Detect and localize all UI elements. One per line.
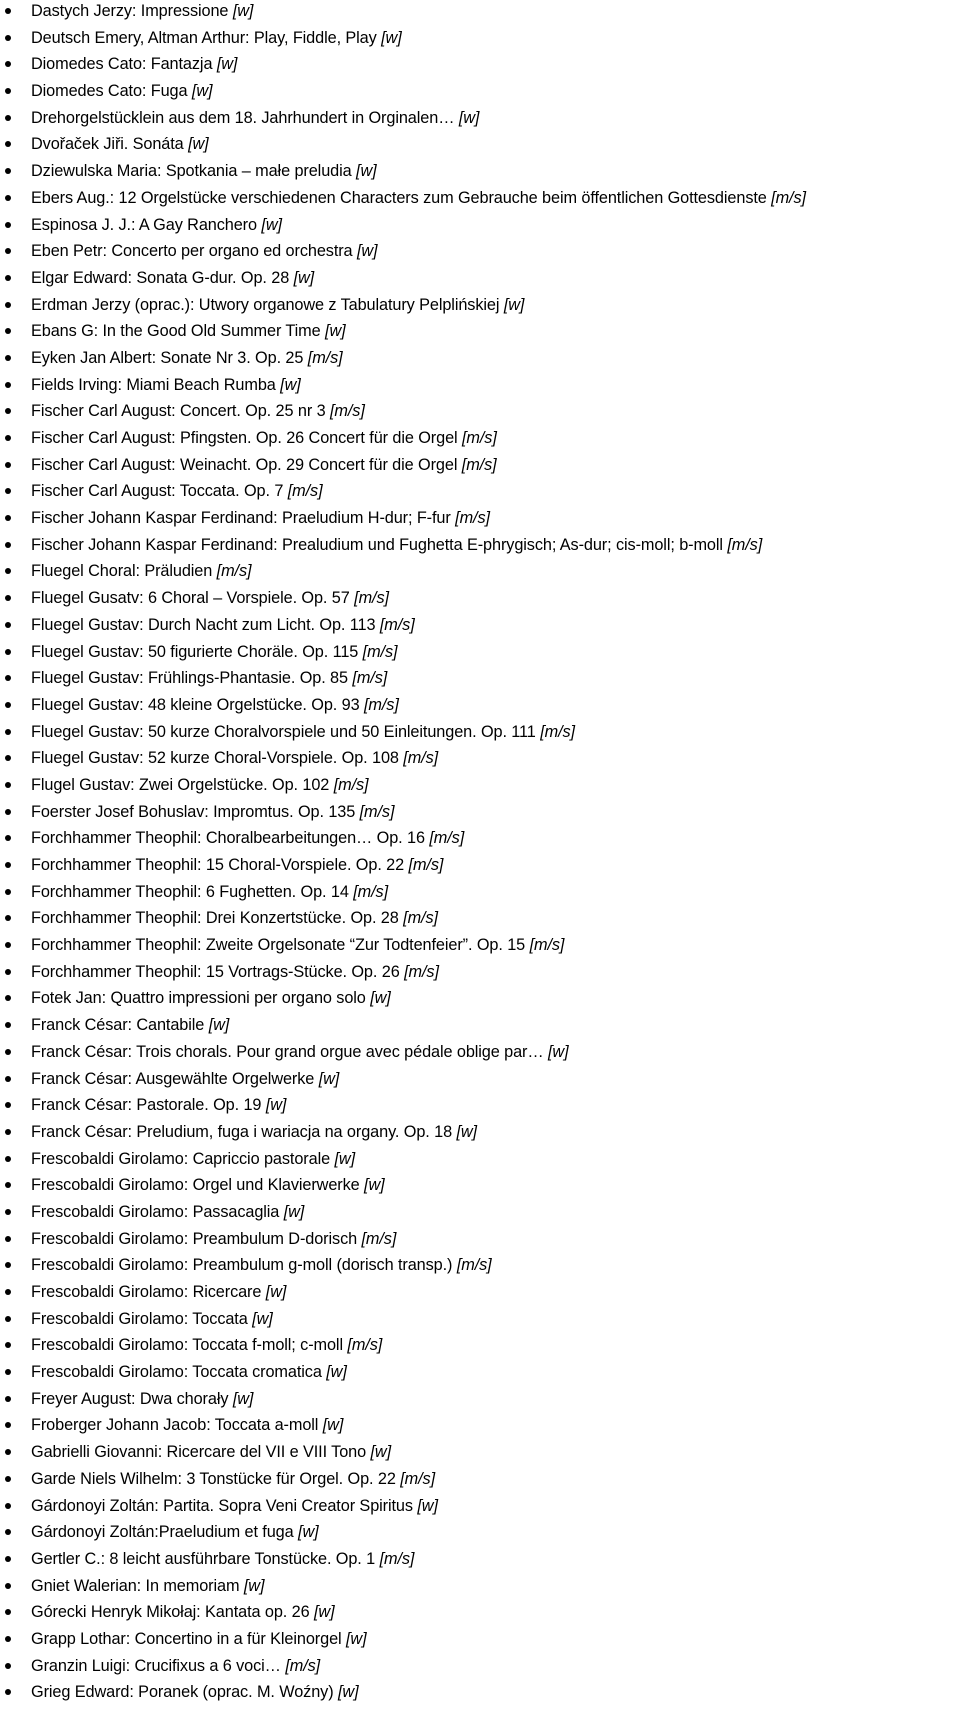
list-item (0, 374, 960, 401)
availability-tag: [w] (232, 2, 254, 20)
entry-text: Fischer Carl August: Toccata. Op. 7 (31, 482, 284, 501)
list-item (0, 961, 960, 988)
entry-text: Frescobaldi Girolamo: Toccata (31, 1309, 248, 1328)
entry-text: Frescobaldi Girolamo: Orgel und Klavierwerke (31, 1176, 360, 1195)
availability-tag: [m/s] (329, 402, 365, 421)
bullet-icon (5, 542, 11, 548)
list-item (0, 1041, 960, 1068)
bullet-icon (5, 1476, 11, 1482)
list-item (0, 1414, 960, 1441)
list-item (0, 721, 960, 748)
availability-tag: [m/s] (429, 829, 465, 848)
entry-text: Franck César: Ausgewählte Orgelwerke (31, 1069, 315, 1088)
list-item (0, 934, 960, 961)
bullet-icon (5, 115, 11, 121)
entry-text: Franck César: Pastorale. Op. 19 (31, 1096, 262, 1115)
bullet-icon (5, 969, 11, 975)
bullet-icon (5, 1636, 11, 1642)
entry-text: Grapp Lothar: Concertino in a für Kleinorgel (31, 1629, 342, 1648)
availability-tag: [w] (356, 242, 378, 261)
bullet-icon (5, 782, 11, 788)
bullet-icon (5, 568, 11, 574)
list-item (0, 27, 960, 54)
list-item (0, 1201, 960, 1228)
availability-tag: [m/s] (307, 348, 343, 367)
entry-text: Freyer August: Dwa chorały (31, 1389, 229, 1408)
bullet-icon (5, 8, 11, 14)
bullet-icon (5, 1583, 11, 1589)
list-item (0, 400, 960, 427)
availability-tag: [w] (325, 322, 346, 341)
list-item (0, 1148, 960, 1175)
list-item (0, 427, 960, 454)
bullet-icon (5, 1316, 11, 1322)
list-item (0, 507, 960, 534)
entry-text: Granzin Luigi: Crucifixus a 6 voci… (31, 1656, 281, 1675)
bullet-icon (5, 1102, 11, 1108)
list-item (0, 1068, 960, 1095)
availability-tag: [m/s] (540, 722, 575, 741)
list-item (0, 1655, 960, 1682)
bullet-icon (5, 889, 11, 895)
bullet-icon (5, 408, 11, 414)
availability-tag: [w] (364, 1176, 385, 1195)
availability-tag: [m/s] (333, 775, 369, 794)
entry-text: Forchhammer Theophil: 6 Fughetten. Op. 14 (31, 882, 349, 901)
entry-text: Fluegel Gustav: 50 figurierte Choräle. Op. 115 (31, 642, 359, 661)
availability-tag: [m/s] (404, 962, 439, 981)
entry-text: Forchhammer Theophil: Choralbearbeitungen… Op. 16 (31, 829, 425, 848)
list-item (0, 294, 960, 321)
list-item (0, 1094, 960, 1121)
availability-tag: [w] (322, 1416, 344, 1435)
bullet-icon (5, 1663, 11, 1669)
entry-text: Ebers Aug.: 12 Orgelstücke verschiedenen Characters zum Gebrauche beim öffentlichen Gottesdienste (31, 188, 767, 207)
bullet-icon (5, 702, 11, 708)
availability-tag: [w] (417, 1496, 438, 1515)
list-item (0, 667, 960, 694)
entry-text: Foerster Josef Bohuslav: Impromtus. Op. 135 (31, 802, 356, 821)
bullet-icon (5, 1422, 11, 1428)
availability-tag: [m/s] (361, 1229, 397, 1248)
bullet-icon (5, 328, 11, 334)
bullet-icon (5, 1449, 11, 1455)
list-item (0, 801, 960, 828)
list-item (0, 1681, 960, 1708)
list-item (0, 614, 960, 641)
list-item (0, 53, 960, 80)
bullet-icon (5, 435, 11, 441)
entry-text: Gniet Walerian: In memoriam (31, 1576, 240, 1595)
bullet-icon (5, 622, 11, 628)
bullet-icon (5, 382, 11, 388)
list-item (0, 1174, 960, 1201)
bullet-icon (5, 1156, 11, 1162)
availability-tag: [w] (265, 1096, 287, 1115)
entry-text: Ebans G: In the Good Old Summer Time (31, 322, 321, 341)
list-item (0, 1441, 960, 1468)
bullet-icon (5, 1609, 11, 1615)
availability-tag: [w] (313, 1603, 335, 1622)
bullet-icon (5, 1369, 11, 1375)
availability-tag: [w] (188, 135, 209, 154)
bullet-icon (5, 649, 11, 655)
bullet-icon (5, 915, 11, 921)
availability-tag: [w] (293, 268, 315, 287)
bullet-icon (5, 1236, 11, 1242)
bullet-icon (5, 1342, 11, 1348)
list-item (0, 267, 960, 294)
availability-tag: [m/s] (403, 909, 438, 928)
list-item (0, 1334, 960, 1361)
list-item (0, 881, 960, 908)
availability-tag: [w] (334, 1149, 355, 1168)
availability-tag: [w] (261, 215, 282, 234)
availability-tag: [w] (232, 1389, 254, 1408)
list-item (0, 0, 960, 27)
entry-text: Frescobaldi Girolamo: Passacaglia (31, 1202, 280, 1221)
list-item (0, 534, 960, 561)
list-item (0, 560, 960, 587)
availability-tag: [m/s] (400, 1469, 436, 1488)
bullet-icon (5, 1529, 11, 1535)
availability-tag: [w] (503, 295, 525, 314)
availability-tag: [m/s] (363, 695, 399, 714)
availability-tag: [w] (346, 1629, 367, 1648)
availability-tag: [m/s] (529, 936, 565, 955)
entry-text: Froberger Johann Jacob: Toccata a-moll (31, 1416, 319, 1435)
availability-tag: [m/s] (285, 1656, 321, 1675)
entry-text: Fischer Carl August: Concert. Op. 25 nr 3 (31, 402, 326, 421)
entry-text: Fluegel Gustav: 50 kurze Choralvorspiele und 50 Einleitungen. Op. 111 (31, 722, 536, 741)
availability-tag: [w] (280, 375, 301, 394)
availability-tag: [m/s] (771, 188, 806, 207)
entry-text: Drehorgelstücklein aus dem 18. Jahrhundert in Orginalen… (31, 108, 455, 127)
entry-text: Fluegel Choral: Präludien (31, 562, 213, 581)
availability-tag: [m/s] (352, 669, 388, 688)
list-item (0, 80, 960, 107)
bullet-icon (5, 675, 11, 681)
availability-tag: [w] (318, 1069, 340, 1088)
entry-text: Franck César: Trois chorals. Pour grand orgue avec pédale oblige par… (31, 1042, 544, 1061)
entry-text: Diomedes Cato: Fuga (31, 82, 188, 101)
entry-text: Gárdonoyi Zoltán: Partita. Sopra Veni Creator Spiritus (31, 1496, 413, 1515)
availability-tag: [w] (381, 28, 402, 47)
bullet-icon (5, 1396, 11, 1402)
entry-text: Fluegel Gusatv: 6 Choral – Vorspiele. Op. 57 (31, 589, 350, 608)
availability-tag: [w] (326, 1363, 347, 1382)
list-item (0, 774, 960, 801)
entry-text: Dastych Jerzy: Impressione (31, 2, 229, 20)
entry-text: Gárdonoyi Zoltán:Praeludium et fuga (31, 1523, 294, 1542)
bullet-icon (5, 515, 11, 521)
availability-tag: [w] (298, 1523, 319, 1542)
availability-tag: [w] (243, 1576, 265, 1595)
entry-text: Grieg Edward: Poranek (oprac. M. Woźny) (31, 1683, 334, 1702)
list-item (0, 1468, 960, 1495)
entry-text: Frescobaldi Girolamo: Preambulum D-dorisch (31, 1229, 358, 1248)
entry-text: Frescobaldi Girolamo: Capriccio pastorale (31, 1149, 331, 1168)
bullet-icon (5, 1022, 11, 1028)
entry-text: Fields Irving: Miami Beach Rumba (31, 375, 276, 394)
availability-tag: [m/s] (354, 589, 389, 608)
availability-tag: [w] (548, 1042, 569, 1061)
availability-tag: [w] (191, 82, 213, 101)
availability-tag: [w] (265, 1283, 287, 1301)
bullet-icon (5, 1289, 11, 1295)
entry-text: Forchhammer Theophil: Zweite Orgelsonate “Zur Todtenfeier”. Op. 15 (31, 936, 526, 955)
entry-text: Fluegel Gustav: 52 kurze Choral-Vorspiele. Op. 108 (31, 749, 399, 768)
bullet-icon (5, 862, 11, 868)
list-item (0, 694, 960, 721)
list-item (0, 1601, 960, 1628)
list-item (0, 1388, 960, 1415)
list-item (0, 1121, 960, 1148)
list-item (0, 214, 960, 241)
bullet-icon (5, 729, 11, 735)
list-item (0, 133, 960, 160)
availability-tag: [m/s] (347, 1336, 383, 1355)
list-item (0, 1228, 960, 1255)
bullet-icon (5, 1129, 11, 1135)
bullet-icon (5, 1556, 11, 1562)
list-item (0, 240, 960, 267)
list-item (0, 107, 960, 134)
availability-tag: [m/s] (359, 802, 395, 821)
bullet-icon (5, 195, 11, 201)
availability-tag: [w] (458, 108, 480, 127)
entry-text: Flugel Gustav: Zwei Orgelstücke. Op. 102 (31, 775, 330, 794)
entry-text: Górecki Henryk Mikołaj: Kantata op. 26 (31, 1603, 310, 1622)
entry-text: Fischer Johann Kaspar Ferdinand: Praeludium H-dur; F-fur (31, 509, 451, 528)
availability-tag: [m/s] (403, 749, 439, 768)
list-item (0, 187, 960, 214)
bullet-icon (5, 61, 11, 67)
entry-text: Fischer Johann Kaspar Ferdinand: Prealudium und Fughetta E-phrygisch; As-dur; cis-moll; b-moll (31, 535, 723, 554)
list-item (0, 827, 960, 854)
entry-text: Deutsch Emery, Altman Arthur: Play, Fiddle, Play (31, 28, 377, 47)
list-item (0, 987, 960, 1014)
bullet-icon (5, 1262, 11, 1268)
entry-text: Fluegel Gustav: Frühlings-Phantasie. Op. 85 (31, 669, 348, 688)
entry-text: Espinosa J. J.: A Gay Ranchero (31, 215, 257, 234)
availability-tag: [w] (356, 162, 377, 181)
bullet-icon (5, 355, 11, 361)
bullet-icon (5, 168, 11, 174)
entry-text: Erdman Jerzy (oprac.): Utwory organowe z Tabulatury Pelplińskiej (31, 295, 500, 314)
list-item (0, 1014, 960, 1041)
bullet-icon (5, 88, 11, 94)
entry-text: Gertler C.: 8 leicht ausführbare Tonstücke. Op. 1 (31, 1549, 376, 1568)
availability-tag: [m/s] (456, 1256, 492, 1275)
list-item (0, 1281, 960, 1308)
list-item (0, 320, 960, 347)
list-item (0, 160, 960, 187)
bullet-icon (5, 302, 11, 308)
availability-tag: [m/s] (455, 509, 490, 528)
entry-text: Forchhammer Theophil: 15 Choral-Vorspiele. Op. 22 (31, 856, 405, 874)
bullet-icon (5, 35, 11, 41)
bullet-icon (5, 1049, 11, 1055)
availability-tag: [m/s] (461, 455, 497, 474)
entry-text: Gabrielli Giovanni: Ricercare del VII e VIII Tono (31, 1443, 367, 1462)
list-item (0, 747, 960, 774)
availability-tag: [w] (370, 989, 391, 1008)
list-item (0, 1548, 960, 1575)
entry-text: Diomedes Cato: Fantazja (31, 55, 213, 74)
availability-tag: [w] (208, 1016, 230, 1035)
entry-text: Eyken Jan Albert: Sonate Nr 3. Op. 25 (31, 348, 304, 367)
list-item (0, 1361, 960, 1388)
availability-tag: [m/s] (216, 562, 252, 581)
bullet-icon (5, 248, 11, 254)
availability-tag: [w] (252, 1309, 273, 1328)
entry-text: Garde Niels Wilhelm: 3 Tonstücke für Orgel. Op. 22 (31, 1469, 396, 1488)
entry-text: Fischer Carl August: Pfingsten. Op. 26 Concert für die Orgel (31, 429, 458, 447)
bullet-icon (5, 755, 11, 761)
availability-tag: [w] (283, 1202, 305, 1221)
entry-text: Fischer Carl August: Weinacht. Op. 29 Concert für die Orgel (31, 455, 458, 474)
list-item (0, 1521, 960, 1548)
entry-text: Elgar Edward: Sonata G-dur. Op. 28 (31, 268, 290, 287)
entry-text: Dziewulska Maria: Spotkania – małe preludia (31, 162, 352, 181)
bullet-icon (5, 1689, 11, 1695)
bullet-icon (5, 275, 11, 281)
entry-text: Dvořaček Jiři. Sonáta (31, 135, 184, 154)
list-item (0, 1308, 960, 1335)
availability-tag: [m/s] (462, 429, 497, 447)
list-item (0, 1495, 960, 1522)
list-item (0, 1254, 960, 1281)
entry-text: Fluegel Gustav: Durch Nacht zum Licht. Op. 113 (31, 615, 376, 634)
list-item (0, 454, 960, 481)
bullet-icon (5, 1182, 11, 1188)
entry-text: Frescobaldi Girolamo: Toccata cromatica (31, 1363, 322, 1382)
availability-tag: [m/s] (379, 615, 415, 634)
bullet-icon (5, 995, 11, 1001)
entry-text: Frescobaldi Girolamo: Ricercare (31, 1283, 262, 1301)
bullet-icon (5, 809, 11, 815)
entry-text: Fotek Jan: Quattro impressioni per organo solo (31, 989, 366, 1008)
list-item (0, 587, 960, 614)
bullet-icon (5, 1209, 11, 1215)
bullet-icon (5, 942, 11, 948)
bullet-icon (5, 141, 11, 147)
bullet-icon (5, 1076, 11, 1082)
list-item (0, 641, 960, 668)
entry-text: Frescobaldi Girolamo: Preambulum g-moll (dorisch transp.) (31, 1256, 453, 1275)
availability-tag: [w] (216, 55, 238, 74)
list-item (0, 907, 960, 934)
bullet-icon (5, 1503, 11, 1509)
availability-tag: [m/s] (287, 482, 323, 501)
list-item (0, 854, 960, 881)
availability-tag: [w] (456, 1122, 477, 1141)
entry-text: Eben Petr: Concerto per organo ed orchestra (31, 242, 353, 261)
entry-text: Franck César: Preludium, fuga i wariacja na organy. Op. 18 (31, 1122, 453, 1141)
availability-tag: [m/s] (353, 882, 388, 901)
list-item (0, 1575, 960, 1602)
bullet-icon (5, 835, 11, 841)
entry-text: Franck César: Cantabile (31, 1016, 205, 1035)
list-item (0, 347, 960, 374)
entry-text: Fluegel Gustav: 48 kleine Orgelstücke. Op. 93 (31, 695, 360, 714)
bullet-icon (5, 488, 11, 494)
entry-text: Forchhammer Theophil: Drei Konzertstücke. Op. 28 (31, 909, 399, 928)
availability-tag: [m/s] (408, 856, 444, 874)
entry-text: Forchhammer Theophil: 15 Vortrags-Stücke. Op. 26 (31, 962, 400, 981)
bullet-icon (5, 595, 11, 601)
availability-tag: [m/s] (727, 535, 763, 554)
list-item (0, 1628, 960, 1655)
entry-text: Frescobaldi Girolamo: Toccata f-moll; c-moll (31, 1336, 343, 1355)
availability-tag: [m/s] (362, 642, 398, 661)
availability-tag: [m/s] (379, 1549, 415, 1568)
list-item (0, 480, 960, 507)
availability-tag: [w] (370, 1443, 392, 1462)
availability-tag: [w] (337, 1683, 359, 1702)
bullet-icon (5, 222, 11, 228)
bullet-icon (5, 462, 11, 468)
